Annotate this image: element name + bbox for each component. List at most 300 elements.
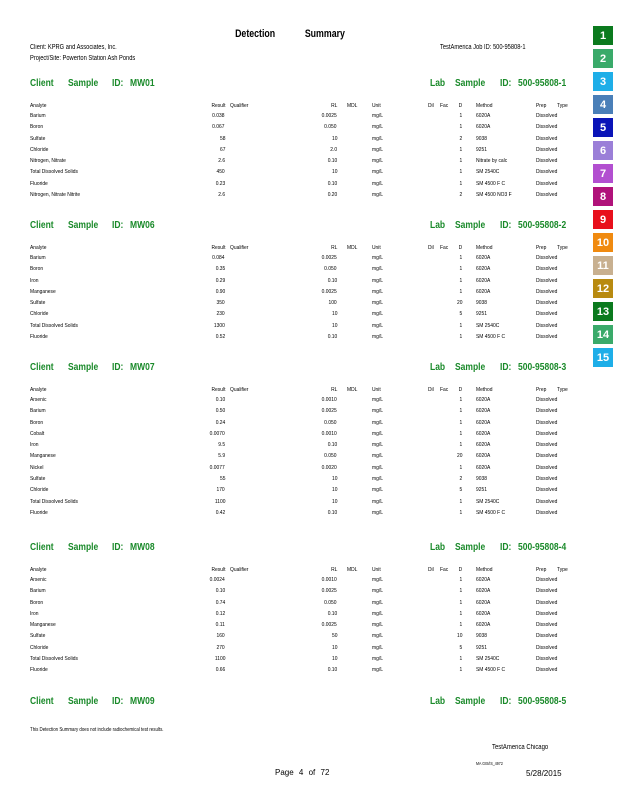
analyte: Manganese	[30, 453, 56, 460]
col-rl: RL	[330, 245, 337, 251]
lab-label: Lab	[430, 220, 446, 231]
id-label: ID:	[112, 220, 124, 231]
method: SM 2540C	[476, 498, 500, 505]
dil-fac: 1	[459, 397, 462, 403]
lab-label: Lab	[430, 78, 446, 89]
table-row	[30, 576, 578, 587]
col-unit: Unit	[372, 567, 381, 573]
result: 0.0077	[209, 464, 225, 471]
rl: 0.10	[327, 442, 337, 449]
col-result: Result	[211, 567, 225, 573]
rl: 0.050	[324, 599, 337, 606]
section-tab-9[interactable]: 9	[593, 210, 613, 229]
analyte: Total Dissolved Solids	[30, 169, 78, 176]
unit: mg/L	[372, 610, 383, 617]
table-row	[30, 123, 578, 134]
unit: mg/L	[372, 498, 383, 505]
project-site: Project/Site: Powerton Station Ash Ponds	[30, 55, 136, 62]
col-result: Result	[211, 387, 225, 393]
dil-fac: 1	[459, 124, 462, 131]
col-unit: Unit	[372, 103, 381, 109]
client-sample-id: MW06	[130, 220, 155, 231]
section-tab-13[interactable]: 13	[593, 302, 613, 321]
method: 9251	[476, 146, 487, 153]
unit: mg/L	[372, 397, 383, 403]
lab-name: TestAmerica Chicago	[492, 744, 549, 751]
prep-type: Dissolved	[536, 322, 558, 329]
analyte: Chloride	[30, 146, 49, 153]
sample-section	[30, 362, 578, 520]
col-prep: Prep	[536, 567, 547, 573]
prep-type: Dissolved	[536, 656, 558, 663]
method: SM 2540C	[476, 322, 500, 329]
table-row	[30, 509, 578, 520]
col-result: Result	[211, 103, 225, 109]
col-mdl: MDL	[347, 103, 358, 109]
table-row	[30, 112, 578, 123]
rl: 10	[331, 311, 337, 318]
col-method: Method	[476, 387, 493, 393]
prep-type: Dissolved	[536, 169, 558, 176]
rl: 10	[331, 656, 337, 663]
section-tab-6[interactable]: 6	[593, 141, 613, 160]
client-name: Client: KPRG and Associates, Inc.	[30, 44, 117, 51]
lab-sample-id: 500-95808-4	[518, 542, 567, 553]
analyte: Sulfate	[30, 300, 46, 307]
prep-type: Dissolved	[536, 311, 558, 318]
id-label: ID:	[500, 362, 512, 373]
rl: 10	[331, 644, 337, 651]
col-d: D	[458, 245, 462, 251]
dil-fac: 1	[459, 180, 462, 187]
col-fac: Fac	[440, 245, 449, 251]
table-row	[30, 599, 578, 610]
unit: mg/L	[372, 667, 383, 674]
unit: mg/L	[372, 419, 383, 426]
table-row	[30, 254, 578, 265]
unit: mg/L	[372, 135, 383, 142]
result: 67	[219, 146, 225, 153]
dil-fac: 1	[459, 266, 462, 273]
id-label: ID:	[112, 78, 124, 89]
prep-type: Dissolved	[536, 476, 558, 483]
table-row	[30, 475, 578, 486]
method: SM 2540C	[476, 656, 500, 663]
analyte: Chloride	[30, 311, 49, 318]
page-word: Page	[275, 768, 294, 777]
id-label: ID:	[112, 696, 124, 707]
unit: mg/L	[372, 277, 383, 284]
result: 2.6	[218, 192, 225, 199]
unit: mg/L	[372, 124, 383, 131]
prep-type: Dissolved	[536, 667, 558, 674]
client-label: Client	[30, 542, 54, 553]
table-row	[30, 632, 578, 643]
method: 6020A	[476, 288, 491, 295]
table-row	[30, 498, 578, 509]
table-row	[30, 644, 578, 655]
table-row	[30, 333, 578, 344]
section-tab-11[interactable]: 11	[593, 256, 613, 275]
lab-sample-id: 500-95808-3	[518, 362, 567, 373]
method: 6020A	[476, 610, 491, 617]
lab-label: Lab	[430, 696, 446, 707]
rl: 0.0010	[321, 577, 337, 583]
method: 6020A	[476, 277, 491, 284]
prep-type: Dissolved	[536, 288, 558, 295]
result: 0.067	[212, 124, 225, 131]
rl: 0.050	[324, 266, 337, 273]
section-tab-2[interactable]: 2	[593, 49, 613, 68]
dil-fac: 20	[456, 300, 462, 307]
analyte: Arsenic	[30, 577, 47, 583]
prep-type: Dissolved	[536, 192, 558, 199]
table-row	[30, 180, 578, 191]
rl: 0.10	[327, 277, 337, 284]
col-qualifier: Qualifier	[230, 567, 249, 573]
col-d: D	[458, 387, 462, 393]
lab-label: Lab	[430, 542, 446, 553]
rl: 0.10	[327, 158, 337, 165]
dil-fac: 1	[459, 577, 462, 583]
method: 6020A	[476, 453, 491, 460]
footer-note: This Detection Summary does not include radiochemical test results.	[30, 727, 164, 733]
prep-type: Dissolved	[536, 419, 558, 426]
section-header	[30, 362, 578, 376]
col-type: Type	[557, 103, 568, 109]
col-qualifier: Qualifier	[230, 245, 249, 251]
col-prep: Prep	[536, 103, 547, 109]
id-label: ID:	[500, 220, 512, 231]
job-id: TestAmerica Job ID: 500-95808-1	[440, 44, 526, 51]
unit: mg/L	[372, 146, 383, 153]
analyte: Chloride	[30, 644, 49, 651]
method: SM 4500 NO3 F	[476, 192, 512, 199]
table-row	[30, 299, 578, 310]
prep-type: Dissolved	[536, 397, 558, 403]
rl: 10	[331, 487, 337, 494]
col-type: Type	[557, 567, 568, 573]
method: 9038	[476, 135, 487, 142]
prep-type: Dissolved	[536, 266, 558, 273]
section-tab-14[interactable]: 14	[593, 325, 613, 344]
result: 0.24	[215, 419, 225, 426]
method: 6020A	[476, 442, 491, 449]
prep-type: Dissolved	[536, 487, 558, 494]
dil-fac: 1	[459, 158, 462, 165]
prep-type: Dissolved	[536, 442, 558, 449]
analyte: Total Dissolved Solids	[30, 322, 78, 329]
rl: 10	[331, 476, 337, 483]
rl: 10	[331, 322, 337, 329]
method: Nitrate by calc	[476, 158, 508, 165]
table-row	[30, 146, 578, 157]
unit: mg/L	[372, 322, 383, 329]
rl: 0.10	[327, 180, 337, 187]
table-row	[30, 135, 578, 146]
result: 9.5	[218, 442, 225, 449]
lab-sample-id: 500-95808-2	[518, 220, 567, 231]
client-label: Client	[30, 220, 54, 231]
result: 350	[216, 300, 225, 307]
unit: mg/L	[372, 334, 383, 341]
analyte: Manganese	[30, 622, 56, 629]
section-tab-7[interactable]: 7	[593, 164, 613, 183]
dil-fac: 5	[459, 311, 462, 318]
rl: 10	[331, 135, 337, 142]
dil-fac: 1	[459, 113, 462, 119]
rl: 0.10	[327, 334, 337, 341]
result: 1300	[214, 322, 225, 329]
dil-fac: 2	[459, 135, 462, 142]
result: 5.9	[218, 453, 225, 460]
sample-label: Sample	[68, 362, 99, 373]
prep-type: Dissolved	[536, 180, 558, 187]
unit: mg/L	[372, 509, 383, 516]
section-tab-5[interactable]: 5	[593, 118, 613, 137]
dil-fac: 1	[459, 419, 462, 426]
rl: 0.0025	[321, 288, 337, 295]
dil-fac: 5	[459, 487, 462, 494]
analyte: Iron	[30, 442, 39, 449]
result: 0.10	[215, 588, 225, 595]
method: 6020A	[476, 266, 491, 273]
unit: mg/L	[372, 408, 383, 415]
report-date: 5/28/2015	[526, 769, 562, 778]
section-header	[30, 78, 578, 92]
id-label: ID:	[112, 542, 124, 553]
result: 1100	[214, 656, 225, 663]
unit: mg/L	[372, 192, 383, 199]
result: 0.74	[215, 599, 225, 606]
unit: mg/L	[372, 577, 383, 583]
result: 2.6	[218, 158, 225, 165]
dil-fac: 5	[459, 644, 462, 651]
table-row	[30, 310, 578, 321]
lab-sample-label: Sample	[455, 542, 486, 553]
sample-label: Sample	[68, 542, 99, 553]
section-tab-15[interactable]: 15	[593, 348, 613, 367]
col-d: D	[458, 567, 462, 573]
analyte: Barium	[30, 255, 46, 261]
unit: mg/L	[372, 656, 383, 663]
page-total: 72	[320, 768, 330, 777]
section-tab-12[interactable]: 12	[593, 279, 613, 298]
table-row	[30, 452, 578, 463]
col-mdl: MDL	[347, 245, 358, 251]
dil-fac: 10	[456, 633, 462, 640]
col-analyte: Analyte	[30, 245, 47, 251]
unit: mg/L	[372, 588, 383, 595]
rl: 0.050	[324, 419, 337, 426]
rl: 10	[331, 498, 337, 505]
unit: mg/L	[372, 288, 383, 295]
column-header-row	[30, 102, 578, 112]
unit: mg/L	[372, 464, 383, 471]
method: SM 4500 F C	[476, 180, 506, 187]
section-header	[30, 542, 578, 556]
table-row	[30, 655, 578, 666]
col-prep: Prep	[536, 387, 547, 393]
sample-section	[30, 78, 578, 202]
result: 0.66	[215, 667, 225, 674]
unit: mg/L	[372, 442, 383, 449]
col-dil: Dil	[428, 387, 434, 393]
prep-type: Dissolved	[536, 255, 558, 261]
col-analyte: Analyte	[30, 103, 47, 109]
prep-type: Dissolved	[536, 300, 558, 307]
result: 170	[216, 487, 225, 494]
col-analyte: Analyte	[30, 387, 47, 393]
method: 9251	[476, 644, 487, 651]
section-header	[30, 220, 578, 234]
table-row	[30, 464, 578, 475]
unit: mg/L	[372, 633, 383, 640]
section-tab-3[interactable]: 3	[593, 72, 613, 91]
id-label: ID:	[500, 542, 512, 553]
unit: mg/L	[372, 300, 383, 307]
col-unit: Unit	[372, 387, 381, 393]
rl: 0.10	[327, 509, 337, 516]
result: 450	[216, 169, 225, 176]
column-header-row	[30, 386, 578, 396]
section-tabs	[593, 26, 613, 371]
method: SM 4500 F C	[476, 509, 506, 516]
analyte: Barium	[30, 408, 46, 415]
analyte: Sulfate	[30, 476, 46, 483]
column-header-row	[30, 566, 578, 576]
rl: 0.0010	[321, 430, 337, 437]
table-row	[30, 419, 578, 430]
col-rl: RL	[330, 387, 337, 393]
lab-sample-label: Sample	[455, 220, 486, 231]
unit: mg/L	[372, 311, 383, 318]
col-dil: Dil	[428, 103, 434, 109]
method: 6020A	[476, 599, 491, 606]
table-row	[30, 396, 578, 407]
rl: 10	[331, 169, 337, 176]
analyte: Nitrogen, Nitrate	[30, 158, 66, 165]
result: 0.90	[215, 288, 225, 295]
col-type: Type	[557, 245, 568, 251]
result: 1100	[214, 498, 225, 505]
client-sample-id: MW08	[130, 542, 155, 553]
result: 230	[216, 311, 225, 318]
result: 0.52	[215, 334, 225, 341]
col-analyte: Analyte	[30, 567, 47, 573]
section-tab-10[interactable]: 10	[593, 233, 613, 252]
analyte: Boron	[30, 124, 44, 131]
result: 0.35	[215, 266, 225, 273]
table-row	[30, 277, 578, 288]
dil-fac: 20	[456, 453, 462, 460]
table-row	[30, 407, 578, 418]
id-label: ID:	[112, 362, 124, 373]
section-tab-8[interactable]: 8	[593, 187, 613, 206]
section-tab-4[interactable]: 4	[593, 95, 613, 114]
page-current: 4	[298, 768, 304, 777]
method: 6020A	[476, 397, 491, 403]
col-qualifier: Qualifier	[230, 103, 249, 109]
analyte: Fluoride	[30, 180, 48, 187]
col-mdl: MDL	[347, 387, 358, 393]
dil-fac: 1	[459, 277, 462, 284]
method: 6020A	[476, 464, 491, 471]
prep-type: Dissolved	[536, 453, 558, 460]
dil-fac: 1	[459, 146, 462, 153]
lab-sample-id: 500-95808-1	[518, 78, 567, 89]
unit: mg/L	[372, 599, 383, 606]
dil-fac: 1	[459, 509, 462, 516]
table-row	[30, 666, 578, 677]
rl: 100	[328, 300, 337, 307]
prep-type: Dissolved	[536, 498, 558, 505]
analyte: Boron	[30, 266, 44, 273]
col-dil: Dil	[428, 245, 434, 251]
dil-fac: 1	[459, 622, 462, 629]
prep-type: Dissolved	[536, 588, 558, 595]
table-row	[30, 441, 578, 452]
lab-sample-label: Sample	[455, 362, 486, 373]
method: 9038	[476, 300, 487, 307]
column-header-row	[30, 244, 578, 254]
rl: 0.0025	[321, 622, 337, 629]
result: 0.29	[215, 277, 225, 284]
analyte: Cobalt	[30, 430, 45, 437]
method: SM 4500 F C	[476, 334, 506, 341]
prep-type: Dissolved	[536, 633, 558, 640]
prep-type: Dissolved	[536, 644, 558, 651]
dil-fac: 1	[459, 334, 462, 341]
prep-type: Dissolved	[536, 277, 558, 284]
dil-fac: 1	[459, 667, 462, 674]
method: 6020A	[476, 113, 491, 119]
method: 6020A	[476, 419, 491, 426]
result: 0.10	[215, 397, 225, 403]
rl: 50	[331, 633, 337, 640]
sample-label: Sample	[68, 78, 99, 89]
method: 6020A	[476, 408, 491, 415]
rl: 0.0025	[321, 408, 337, 415]
dil-fac: 1	[459, 169, 462, 176]
rl: 0.050	[324, 124, 337, 131]
prep-type: Dissolved	[536, 408, 558, 415]
table-row	[30, 322, 578, 333]
prep-type: Dissolved	[536, 146, 558, 153]
prep-type: Dissolved	[536, 113, 558, 119]
method: 6020A	[476, 124, 491, 131]
result: 0.0070	[209, 430, 225, 437]
result: 0.50	[215, 408, 225, 415]
table-row	[30, 610, 578, 621]
col-fac: Fac	[440, 567, 449, 573]
method: SM 2540C	[476, 169, 500, 176]
sample-section	[30, 220, 578, 344]
rl: 0.0020	[321, 464, 337, 471]
result: 0.23	[215, 180, 225, 187]
prep-type: Dissolved	[536, 464, 558, 471]
result: 0.42	[215, 509, 225, 516]
col-method: Method	[476, 103, 493, 109]
prep-type: Dissolved	[536, 610, 558, 617]
col-mdl: MDL	[347, 567, 358, 573]
section-tab-1[interactable]: 1	[593, 26, 613, 45]
method: 6020A	[476, 622, 491, 629]
client-sample-id: MW01	[130, 78, 155, 89]
analyte: Sulfate	[30, 633, 46, 640]
table-row	[30, 621, 578, 632]
unit: mg/L	[372, 180, 383, 187]
